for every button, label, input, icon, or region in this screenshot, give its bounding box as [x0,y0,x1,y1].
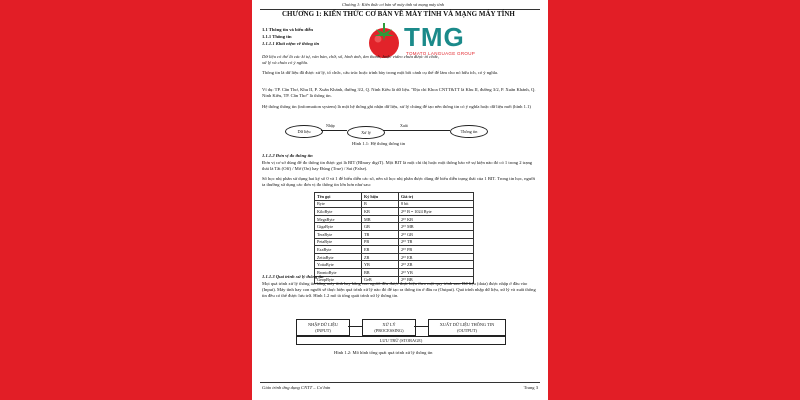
section-1-1-1: 1.1.1 Thông tin [262,34,292,39]
table-row [315,230,474,238]
table-cell: TeraByte [315,230,362,238]
output-box-line2: (OUTPUT) [457,327,477,333]
section-1-1-1-2: 1.1.1.2 Đơn vị đo thông tin [262,153,313,158]
table-header: Ký hiệu [362,193,399,201]
input-box-line2: (INPUT) [315,327,331,333]
table-cell: 2¹⁰ B = 1024 Byte [399,208,474,216]
table-row [315,200,474,208]
table-cell: MB [362,215,399,223]
section-1-1-1-1: 1.1.1.1 Khái niệm về thông tin [262,41,320,46]
storage-box [296,336,506,345]
logo-name: TMG [404,22,465,52]
table-cell: EB [362,246,399,254]
output-box-line1: XUẤT DỮ LIỆU THÔNG TIN [439,322,495,327]
table-header: Giá trị [399,193,474,201]
flow-output-label: Xuất [400,123,408,128]
table-cell: GB [362,223,399,231]
flow-process-oval [347,126,385,139]
table-row [315,208,474,216]
table-row [315,223,474,231]
paragraph-system: Hệ thống thông tin (information system) là một hệ thống ghi nhận dữ liệu, xử lý chúng để tạo nên thông tin có ý nghĩa hoặc dữ liệu mới (hình 1.1) [262,104,531,109]
process-box-line2: (PROCESSING) [374,327,404,333]
process-box [362,319,416,336]
table-row [315,261,474,269]
table-cell: 2¹⁰ YB [399,268,474,276]
paragraph-process: Mọi quá trình xử lý thông tin bằng máy tính hay bằng con người đều được thực hiện theo một quy trình sau: Dữ liệu (data) được nhập ở đầu vào (Input). Máy tính hay con người sẽ thực hiện quá trình xử lý nào đó để tạo ra thông tin ở đầu ra (Output). Quá trình nhập dữ liệu, xử lý và xuất thông tin đều có thể được lưu trữ. Hình 1.2 mô tả tổng quát trình xử lý thông tin. [262,281,536,298]
table-cell: YB [362,261,399,269]
table-cell: GeopByte [315,276,362,284]
table-cell: B [362,200,399,208]
table-header: Tên gọi [315,193,362,201]
output-box [428,319,506,336]
table-cell: GigaByte [315,223,362,231]
table-cell: YottaByte [315,261,362,269]
storage-label: LƯU TRỮ (STORAGE) [379,337,423,343]
table-cell: PB [362,238,399,246]
section-1-1: 1.1 Thông tin và biểu diễn [262,27,313,32]
table-cell: KiloByte [315,208,362,216]
section-1-1-1-3: 1.1.1.3 Quá trình xử lý thông tin [262,274,324,279]
table-cell: MegaByte [315,215,362,223]
table-cell: 2¹⁰ KB [399,215,474,223]
table-cell: ZB [362,253,399,261]
flow-data-oval [285,125,323,138]
paragraph-data: Dữ liệu có thể là các kí tự, văn bản, chữ, số, hình ảnh, âm thanh, hoặc video chưa được tổ chức, xử lý và chưa có ý nghĩa. [262,54,440,65]
table-header-row [315,193,474,201]
table-cell: KB [362,208,399,216]
units-table [314,192,474,284]
table-cell: 2¹⁰ PB [399,246,474,254]
table-cell: ExaByte [315,246,362,254]
table-row [315,253,474,261]
table-row [315,268,474,276]
flow-info-oval [450,125,488,138]
flow-input-label: Nhập [326,123,335,128]
table-cell: PetaByte [315,238,362,246]
table-row [315,238,474,246]
footer-page-number: Trang 3 [523,385,538,390]
table-cell: BrontoByte [315,268,362,276]
table-cell: BB [362,268,399,276]
paragraph-example: Ví dụ: TP. Cần Thơ, Khu II, P. Xuân Khánh, đường 3/2, Q. Ninh Kiều là dữ liệu. "Địa chỉ Khoa CNTT&TT là Khu II, đường 3/2, P. Xuân Khánh, Q. Ninh Kiều, TP. Cần Thơ" là thông tin. [262,87,536,98]
footer-left: Giáo trình ứng dụng CNTT – Cơ bản [262,385,331,390]
figure-1-caption: Hình 1.1: Hệ thống thông tin [352,141,406,146]
arrow-output [383,130,450,131]
flow-info-label: Thông tin [460,129,478,134]
table-cell: 2¹⁰ BB [399,276,474,284]
table-row [315,215,474,223]
arrow-to-output [414,326,428,327]
table-cell: 2¹⁰ TB [399,238,474,246]
paragraph-bit: Đơn vị cơ sở dùng để đo thông tin được gọi là BIT (BInary digiT). Một BIT là một chỉ thị hoặc một thông báo về sự kiện nào đó có 1 trong 2 trạng thái là Tắt (Off) / Mở (On) hay Đúng (True) / Sai (False). [262,160,533,171]
table-cell: TB [362,230,399,238]
process-box-line1: XỬ LÝ [382,322,396,327]
table-cell: 2¹⁰ EB [399,253,474,261]
document-page [252,0,548,400]
footer-rule [260,382,540,383]
table-cell: 8 bit [399,200,474,208]
input-box [296,319,350,336]
arrow-input [321,130,347,131]
flow-process-label: Xử lý [361,130,371,135]
arrow-to-process [348,326,362,327]
table-cell: 2¹⁰ ZB [399,261,474,269]
table-cell: 2¹⁰ MB [399,223,474,231]
paragraph-binary: Số học nhị phân sử dụng hai ký số 0 và 1 để biểu diễn các số, nên số học nhị phân được dùng để biểu diễn trạng thái của 1 BIT. Trong tin học, người ta thường sử dụng các đơn vị đo thông tin lớn hơn như sau: [262,176,536,187]
page-header: Chương 1: Kiến thức cơ bản về máy tính và mạng máy tính [342,2,444,7]
table-cell: GeB [362,276,399,284]
paragraph-info: Thông tin là dữ liệu đã được xử lý, tổ chức, cấu trúc hoặc trình bày trong một bối cảnh cụ thể để làm cho nó hữu ích, có ý nghĩa. [262,70,499,75]
logo-subtitle: TOMATO LANGUAGE GROUP [406,51,476,56]
table-cell: 2¹⁰ GB [399,230,474,238]
table-cell: Byte [315,200,362,208]
flow-data-label: Dữ liệu [297,129,311,134]
chapter-title: CHƯƠNG 1: KIẾN THỨC CƠ BẢN VỀ MÁY TÍNH VÀ MẠNG MÁY TÍNH [282,10,515,18]
table-cell: ZettaByte [315,253,362,261]
figure-2-caption: Hình 1.2: Mô hình tổng quát quá trình xử lý thông tin [334,350,433,355]
input-box-line1: NHẬP DỮ LIỆU [308,322,338,327]
table-row [315,246,474,254]
